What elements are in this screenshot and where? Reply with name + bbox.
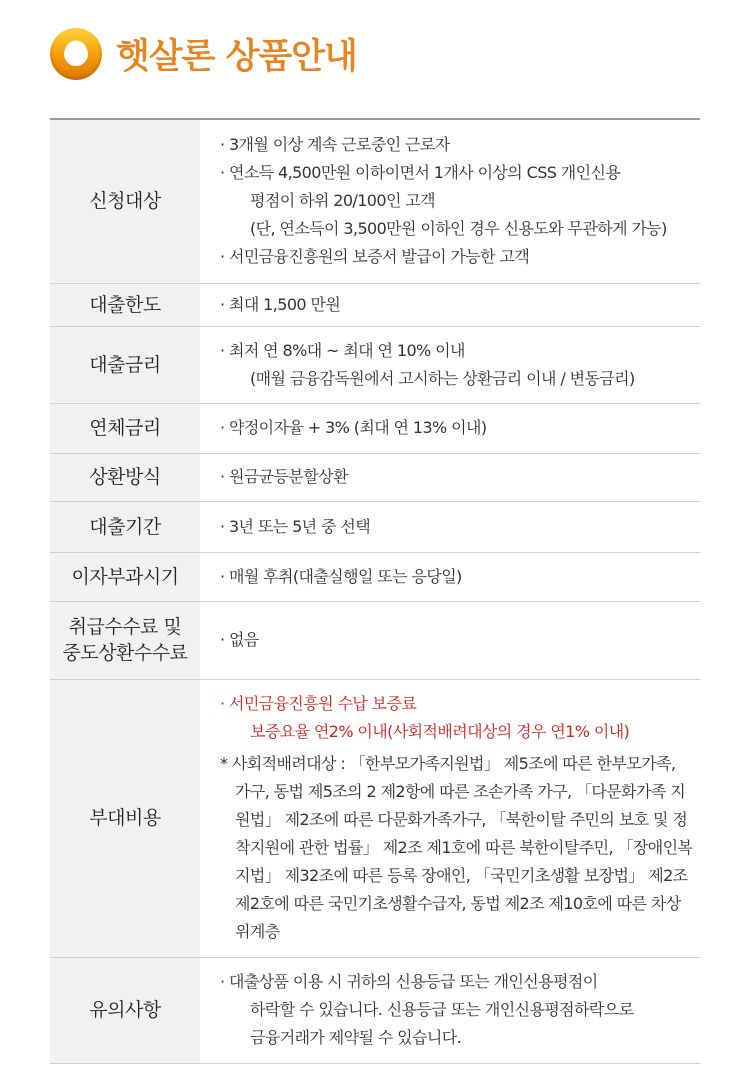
eligibility-item-1: · 3개월 이상 계속 근로중인 근로자 xyxy=(220,135,450,155)
page-title: 햇살론 상품안내 xyxy=(116,37,357,77)
section-header xyxy=(50,26,357,82)
label-interest-rate: 대출금리 xyxy=(50,326,200,403)
row-interest-timing xyxy=(50,552,700,601)
row-overdue-rate xyxy=(50,403,700,453)
value-interest-timing: · 매월 후취(대출실행일 또는 응당일) xyxy=(200,552,700,601)
value-overdue-rate: · 약정이자율 + 3% (최대 연 13% 이내) xyxy=(200,403,700,453)
label-repayment-method: 상환방식 xyxy=(50,453,200,501)
eligibility-item-2: · 연소득 4,500만원 이하이면서 1개사 이상의 CSS 개인신용 평점이 하위 20/100인 고객 (단, 연소득이 3,500만원 이하인 경우 신용도와 무관하게 가능) xyxy=(220,163,667,239)
row-loan-limit xyxy=(50,283,700,326)
row-caution xyxy=(50,957,700,1063)
label-caution: 유의사항 xyxy=(50,957,200,1063)
row-interest-rate xyxy=(50,326,700,403)
row-additional-costs xyxy=(50,679,700,957)
row-eligibility xyxy=(50,119,700,283)
value-loan-limit: · 최대 1,500 만원 xyxy=(200,283,700,326)
label-interest-timing: 이자부과시기 xyxy=(50,552,200,601)
label-fees: 취급수수료 및 중도상환수수료 xyxy=(50,601,200,679)
circle-bullet-icon xyxy=(50,28,102,80)
value-caution: · 대출상품 이용 시 귀하의 신용등급 또는 개인신용평점이 하락할 수 있습니다. 신용등급 또는 개인신용평점하락으로 금융거래가 제약될 수 있습니다. xyxy=(200,957,700,1063)
label-loan-limit: 대출한도 xyxy=(50,283,200,326)
row-repayment-method xyxy=(50,453,700,501)
guarantee-fee-item: · 서민금융진흥원 수납 보증료 보증요율 연2% 이내(사회적배려대상의 경우 연1% 이내) xyxy=(220,694,630,741)
value-repayment-method: · 원금균등분할상환 xyxy=(200,453,700,501)
product-info-table xyxy=(50,118,700,1064)
label-overdue-rate: 연체금리 xyxy=(50,403,200,453)
value-loan-period: · 3년 또는 5년 중 선택 xyxy=(200,501,700,552)
row-loan-period xyxy=(50,501,700,552)
eligibility-item-3: · 서민금융진흥원의 보증서 발급이 가능한 고객 xyxy=(220,247,530,267)
label-eligibility: 신청대상 xyxy=(50,119,200,283)
value-eligibility xyxy=(200,119,700,283)
value-interest-rate: · 최저 연 8%대 ~ 최대 연 10% 이내 (매월 금융감독원에서 고시하는 상환금리 이내 / 변동금리) xyxy=(200,326,700,403)
label-additional-costs: 부대비용 xyxy=(50,679,200,957)
row-fees xyxy=(50,601,700,679)
social-consideration-note: * 사회적배려대상 : 「한부모가족지원법」 제5조에 따른 한부모가족, 가구, 동법 제5조의 2 제2항에 따른 조손가족 가구, 「다문화가족 지원법」 제2조에 따른 다문화가족가구, 「북한이탈 주민의 보호 및 정착지원에 관한 법률」 제2조 제1호에 따른 북한이탈주민, 「장애인복지법」 제32조에 따른 등록 장애인, 「국민기초생활 보장법」 제2조 제2호에 따른 국민기초생활수급자, 동법 제2조 제10호에 따른 차상위계층 xyxy=(220,754,693,941)
value-additional-costs xyxy=(200,679,700,957)
value-fees: · 없음 xyxy=(200,601,700,679)
label-loan-period: 대출기간 xyxy=(50,501,200,552)
